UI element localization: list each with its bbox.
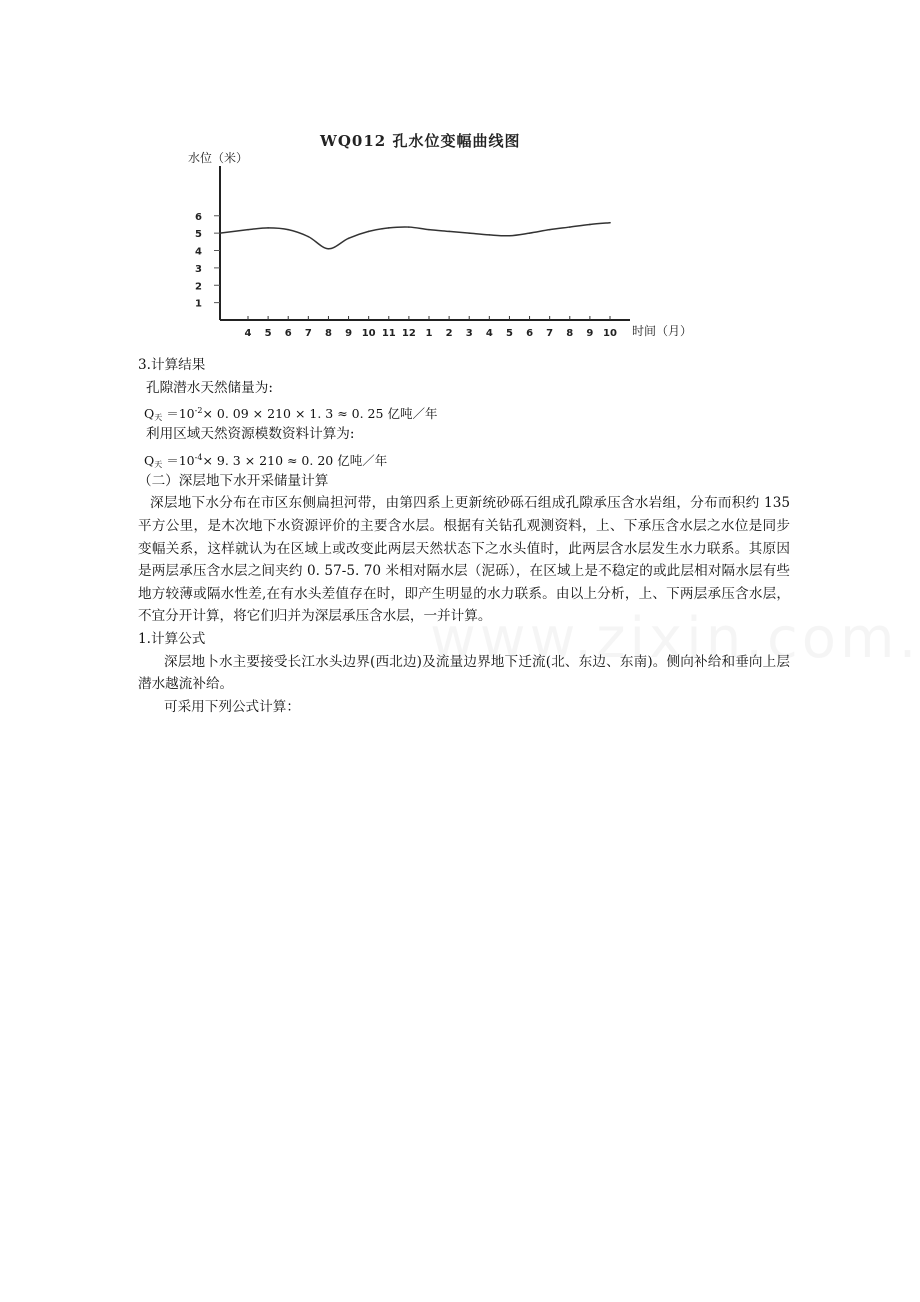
data-point <box>247 229 249 231</box>
document-body <box>138 354 790 718</box>
para-deep-groundwater: 深层地下水分布在市区东侧扁担河带，由第四系上更新统砂砾石组成孔隙承压含水岩组，分布而积约 135 平方公里，是木次地下水资源评价的主要含水层。根据有关钻孔观测资料，上、下承压含水层之水位是同步变幅关系，这样就认为在区域上或改变此两层天然状态下之水头值时，此两层含水层发生水力联系。其原因是两层承压含水层之间夹约 0. 57-5. 70 米相对隔水层（泥砾），在区域上是不稳定的或此层相对隔水层有些地方较薄或隔水性差,在有水头差值存在时，即产生明显的水力联系。由以上分析，上、下两层承压含水层，不宜分开计算，将它们归并为深层承压含水层，一并计算。 <box>138 495 790 625</box>
x-tick-label: 5 <box>505 328 513 339</box>
data-point <box>569 226 571 228</box>
heading-deep-groundwater: （二）深层地下水开采储量计算 <box>138 472 329 489</box>
x-tick-label: 4 <box>485 328 493 339</box>
formula2-b: × 9. 3 × 210 ≈ 0. 20 亿吨／年 <box>202 452 388 468</box>
heading-formula: 1.计算公式 <box>138 630 206 647</box>
formula-phreatic <box>138 399 790 423</box>
formula1-q: Q <box>144 406 155 422</box>
y-tick-label: 6 <box>195 211 202 223</box>
x-tick-label: 2 <box>445 328 453 339</box>
chart-axes <box>220 166 630 320</box>
chart-title: WQ012 孔水位变幅曲线图 <box>320 132 521 150</box>
formula1-a: ＝10 <box>166 406 195 422</box>
para-use-formula: 可采用下列公式计算： <box>164 698 300 715</box>
data-point <box>368 231 370 233</box>
data-point <box>267 227 269 229</box>
para-region <box>138 423 790 446</box>
data-point <box>549 229 551 231</box>
formula2-sub: 天 <box>154 459 163 469</box>
x-tick-label: 10 <box>603 328 617 339</box>
formula1-exp: -2 <box>194 406 203 416</box>
formula-region <box>138 446 790 470</box>
formula1-sub: 天 <box>154 413 163 423</box>
formula2-a: ＝10 <box>166 452 195 468</box>
x-axis-label: 时间（月） <box>632 324 693 338</box>
heading-calc-result: 3.计算结果 <box>138 357 206 373</box>
data-point <box>348 238 350 240</box>
data-point <box>428 229 430 231</box>
formula2-q: Q <box>144 452 155 468</box>
y-ticks <box>195 212 220 310</box>
x-tick-label: 9 <box>586 328 594 339</box>
data-point <box>509 235 511 237</box>
x-tick-label: 8 <box>566 328 574 339</box>
series-line <box>220 223 610 249</box>
water-level-chart <box>180 122 720 344</box>
data-point <box>328 248 330 250</box>
data-point <box>287 229 289 231</box>
x-tick-label: 9 <box>345 328 353 339</box>
data-point <box>589 224 591 226</box>
y-axis-label: 水位（米） <box>188 151 249 165</box>
x-tick-label: 11 <box>381 328 396 339</box>
para-phreatic <box>138 377 790 400</box>
x-tick-label: 4 <box>244 328 252 339</box>
x-tick-label: 6 <box>526 328 534 339</box>
data-point <box>448 231 450 233</box>
x-tick-label: 10 <box>361 328 376 339</box>
x-tick-label: 6 <box>284 328 292 339</box>
y-tick-label: 3 <box>195 263 202 275</box>
data-point <box>388 227 390 229</box>
y-tick-label: 4 <box>195 246 202 258</box>
x-tick-label: 8 <box>324 328 332 339</box>
data-point <box>468 232 470 234</box>
formula1-b: × 0. 09 × 210 × 1. 3 ≈ 0. 25 亿吨／年 <box>202 406 438 422</box>
series-water-level <box>220 222 611 250</box>
x-tick-label: 12 <box>401 328 416 339</box>
y-tick-label: 2 <box>195 281 202 293</box>
y-tick-label: 1 <box>195 298 202 310</box>
para-recharge: 深层地卜水主要接受长江水头边界(西北边)及流量边界地下迁流(北、东边、东南)。侧向补给和垂向上层潜水越流补给。 <box>138 653 790 693</box>
y-tick-label: 5 <box>195 229 202 241</box>
x-tick-label: 1 <box>425 328 433 339</box>
chart-svg <box>180 122 720 344</box>
data-point <box>609 222 611 224</box>
data-point <box>529 232 531 234</box>
x-tick-label: 3 <box>465 328 473 339</box>
para-region-text: 利用区域天然资源模数资料计算为: <box>146 426 355 443</box>
data-point <box>489 234 491 236</box>
x-tick-label: 7 <box>304 328 312 339</box>
data-point <box>308 236 310 238</box>
x-tick-label: 7 <box>546 328 554 339</box>
para-phreatic-text: 孔隙潜水天然储量为: <box>146 379 273 396</box>
x-tick-label: 5 <box>264 328 272 339</box>
data-point <box>408 226 410 228</box>
formula2-exp: -4 <box>194 452 203 462</box>
